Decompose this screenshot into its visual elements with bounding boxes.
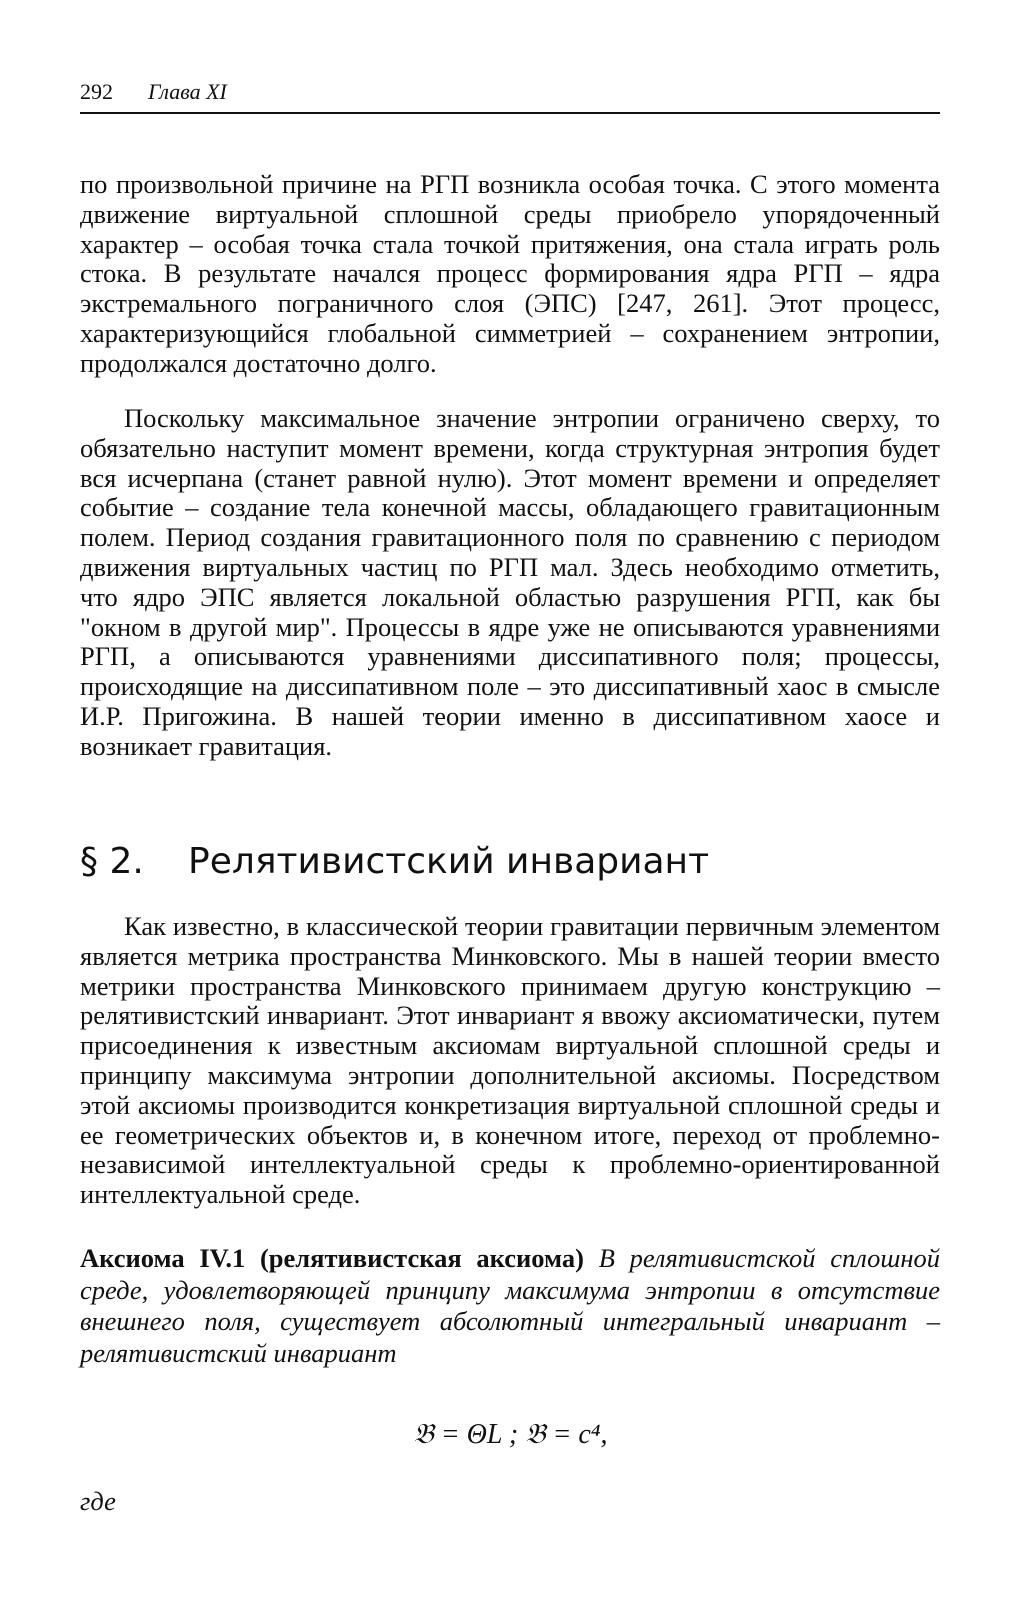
axiom-title: Аксиома IV.1 (релятивистская аксиома)	[80, 1243, 584, 1273]
section-heading	[80, 840, 940, 884]
section-title: Релятивистский инвариант	[188, 841, 710, 882]
running-head	[80, 78, 940, 106]
paragraph-1: по произвольной причине на РГП возникла особая точка. С этого момента движение виртуальной сплошной среды приобрело упорядоченный характер – особая точка стала точкой притяжения, она стала играть роль стока. В результате начался процесс формирования ядра РГП – ядра экстремального пограничного слоя (ЭПС) [247, 261]. Этот процесс, характеризующийся глобальной симметрией – сохранением энтропии, продолжался достаточно долго.	[80, 169, 940, 378]
paragraph-3: Как известно, в классической теории гравитации первичным элементом является метрика пространства Минковского. Мы в нашей теории вместо метрики пространства Минковского принимаем другую конструкцию – релятивистский инвариант. Этот инвариант я ввожу аксиоматически, путем присоединения к известным аксиомам виртуальной сплошной среды и принципу максимума энтропии дополнительной аксиомы. Посредством этой аксиомы производится конкретизация виртуальной сплошной среды и ее геометрических объектов и, в конечном итоге, переход от проблемно-независимой интеллектуальной среды к проблемно-ориентированной интеллектуальной среде.	[80, 911, 940, 1210]
paragraph-2: Поскольку максимальное значение энтропии ограничено сверху, то обязательно наступит момент времени, когда структурная энтропия будет вся исчерпана (станет равной нулю). Этот момент времени и определяет событие – создание тела конечной массы, обладающего гравитационным полем. Период создания гравитационного поля по сравнению с периодом движения виртуальных частиц по РГП мал. Здесь необходимо отметить, что ядро ЭПС является локальной областью разрушения РГП, как бы "окном в другой мир". Процессы в ядре уже не описываются уравнениями РГП, а описываются уравнениями диссипативного поля; процессы, происходящие на диссипативном поле – это диссипативный хаос в смысле И.Р. Пригожина. В нашей теории именно в диссипативном хаосе и возникает гравитация.	[80, 403, 940, 761]
trailing-word: где	[80, 1486, 116, 1516]
page-number: 292	[80, 79, 113, 104]
header-rule	[80, 112, 940, 114]
axiom-block	[80, 1243, 940, 1369]
formula: 𝔅 = ΘL ; 𝔅 = c⁴,	[413, 1419, 608, 1450]
section-number: § 2.	[80, 841, 144, 882]
chapter-title: Глава XI	[148, 79, 227, 104]
axiom-body: В релятивистской сплошной среде, удовлетворяющей принципу максимума энтропии в отсутствие внешнего поля, существует абсолютный интегральный инвариант – релятивистский инвариант	[80, 1243, 940, 1368]
